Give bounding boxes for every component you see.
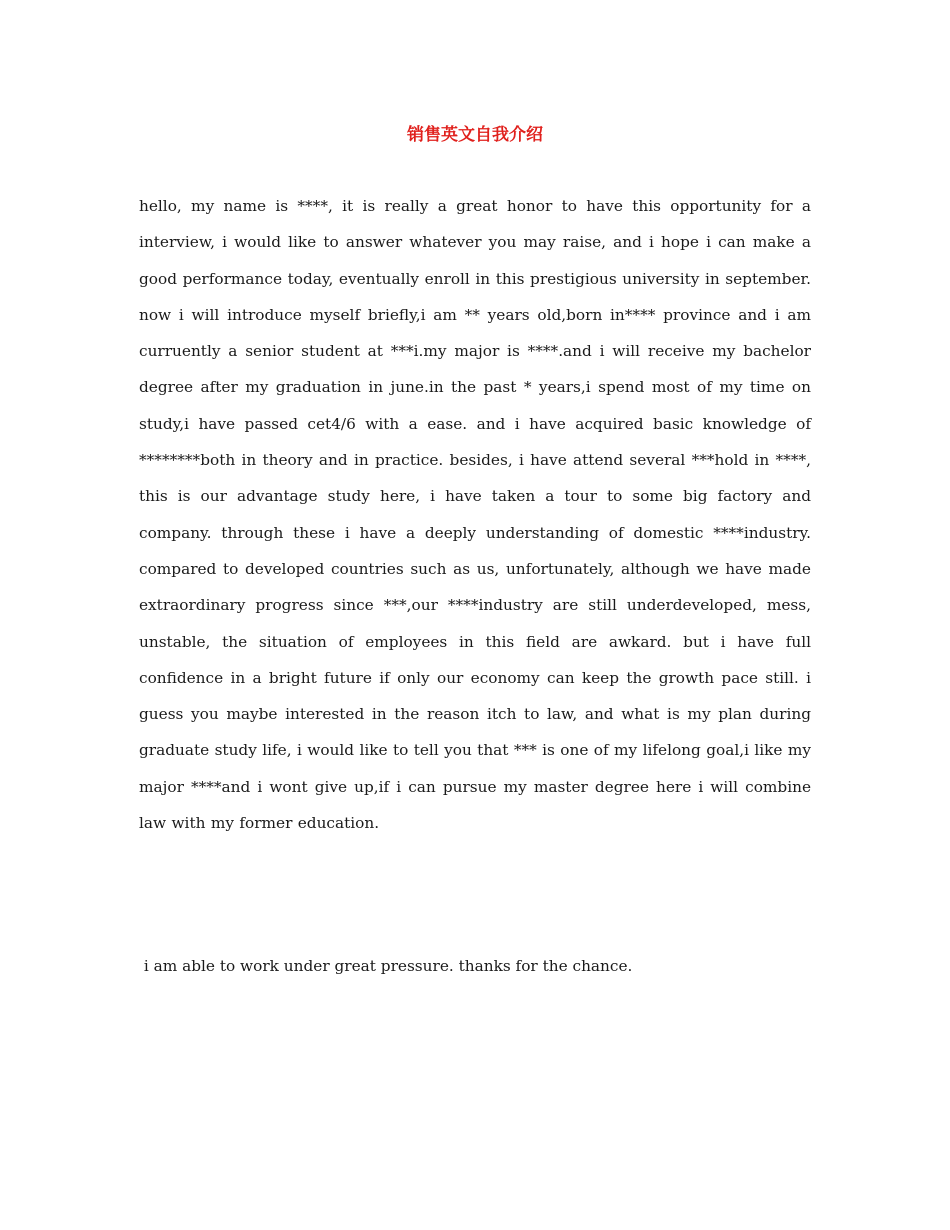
body-paragraph: hello, my name is ****, it is really a great honor to have this opportunity for a interview, i would like to answer whatever you may raise, and i hope i can make a good performance today, eventually enroll in this prestigious university in september. now i will introduce myself briefly,i am ** years old,born in**** province and i am curruently a senior student at ***i.my major is ****.and i will receive my bachelor degree after my graduation in june.in the past * years,i spend most of my time on study,i have passed cet4/6 with a ease. and i have acquired basic knowledge of ********both in theory and in practice. besides, i have attend several ***hold in ****, this is our advantage study here, i have taken a tour to some big factory and company. through these i have a deeply understanding of domestic ****industry. compared to developed countries such as us, unfortunately, although we have made extraordinary progress since ***,our ****industry are still underdeveloped, mess, unstable, the situation of employees in this field are awkard. but i have full confidence in a bright future if only our economy can keep the growth pace still. i guess you maybe interested in the reason itch to law, and what is my plan during graduate study life, i would like to tell you that *** is one of my lifelong goal,i like my major ****and i wont give up,if i can pursue my master degree here i will combine law with my former education. xyxy=(139,197,811,833)
document-title: 销售英文自我介绍 xyxy=(407,125,543,145)
closing-paragraph: i am able to work under great pressure. thanks for the chance. xyxy=(139,957,633,975)
